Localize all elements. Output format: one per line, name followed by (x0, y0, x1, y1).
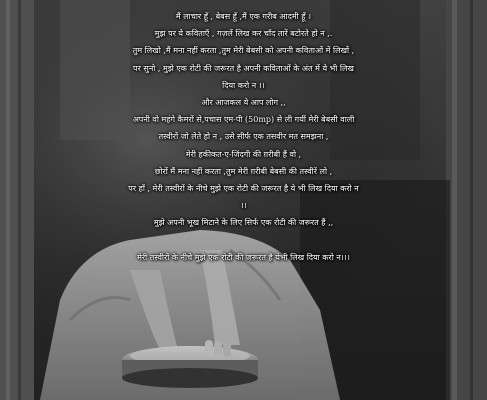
poem-line: और आजकल ये आप लोग ,, (201, 98, 286, 108)
poem-line: तुम लिखो ,मैं मना नहीं करता ,तुम मेरी बेबसी को अपनी कविताओं में लिखों , (132, 46, 355, 56)
poem-line: पर हाँ , मेरी तस्वीरों के नीचे मुझे एक रोटी की जरूरत है ये भी लिख दिया करो न (128, 184, 359, 194)
poem-line: मुझ पर ये कविताएँ , गज़लें लिख कर चाँद तारें बटोरते हो न ,. (154, 29, 333, 39)
poem-line: मैं लाचार हूँ , बेबस हूँ ,मैं एक गरीब आदमी हूँ । (175, 12, 312, 21)
poem-line: अपनी वो महंगे कैमरों से,पचास एम-पी (50mp) से ली गयीं मेरी बेबसी वाली (132, 115, 355, 125)
poem-line: ।। (240, 201, 247, 211)
poem-line: पर सुनो , मुझे एक रोटी की जरूरत है अपनी कविताओं के अंत में ये भी लिख (133, 63, 354, 73)
poem-line: मेरी तस्वीरों के नीचे मुझे एक रोटी की जरूरत है येभी लिख दिया करो न।।। (137, 252, 350, 262)
poem-line: दिया करो न ।। (222, 80, 265, 90)
poem-line: तस्वीरों जो लेते हो न , उसे सीर्फ एक तसवीर मत समझना , (158, 132, 329, 142)
poem-line: छोरों मैं मना नहीं करता ,तुम मेरी ग़रीबी बेबसी की तस्वीरें लो , (154, 166, 333, 176)
poem-line: मेरी हकीकत-ए-जिंदगी की ग़रीबी हैं वो , (185, 149, 302, 159)
poem-blank-line (0, 232, 487, 249)
poem-line: मुझे अपनी भूख मिटाने के लिए सिर्फ एक रोटी की जरूरत हैं ,, (153, 218, 334, 228)
poem-text (0, 8, 487, 266)
